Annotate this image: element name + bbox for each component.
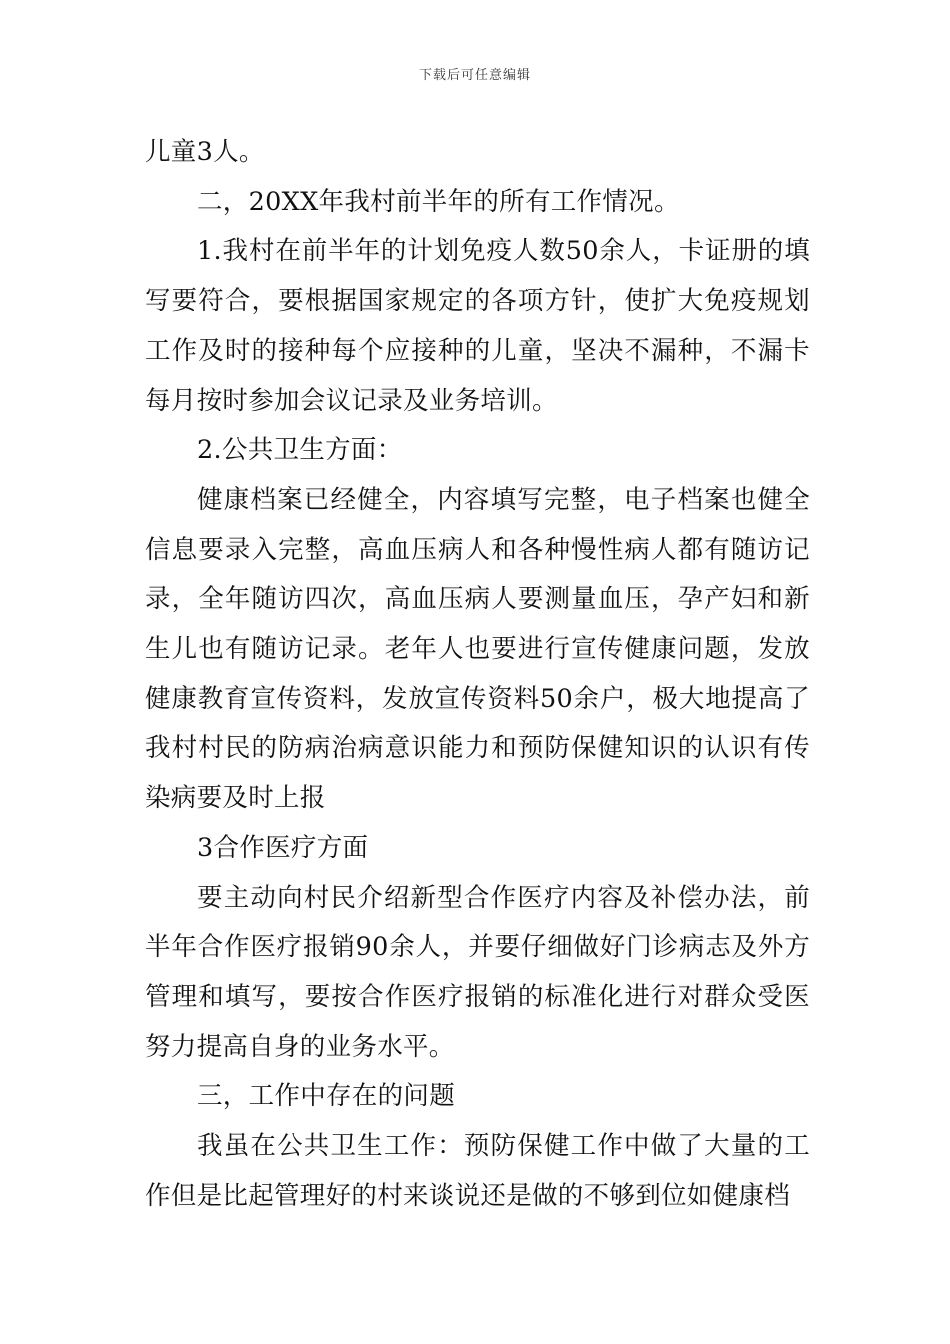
paragraph-8: 三，工作中存在的问题 [197, 1081, 456, 1112]
paragraph-1: 儿童3人。 [145, 137, 265, 167]
document-body [145, 128, 810, 1221]
paragraph-2: 二，20XX年我村前半年的所有工作情况。 [197, 186, 680, 217]
paragraph-7: 要主动向村民介绍新型合作医疗内容及补偿办法，前半年合作医疗报销90余人，并要仔细做好门诊病志及外方管理和填写，要按合作医疗报销的标准化进行对群众受医努力提高自身的业务水平。 [145, 882, 810, 1062]
paragraph-6: 3合作医疗方面 [197, 832, 369, 863]
paragraph-9: 我虽在公共卫生工作：预防保健工作中做了大量的工作但是比起管理好的村来谈说还是做的不够到位如健康档 [145, 1131, 810, 1211]
paragraph-3: 1.我村在前半年的计划免疫人数50余人，卡证册的填写要符合，要根据国家规定的各项方针，使扩大免疫规划工作及时的接种每个应接种的儿童，坚决不漏种，不漏卡每月按时参加会议记录及业务培训。 [145, 236, 810, 416]
page-header: 下载后可任意编辑 [418, 68, 531, 83]
paragraph-4: 2.公共卫生方面： [197, 435, 403, 466]
paragraph-5: 健康档案已经健全，内容填写完整，电子档案也健全信息要录入完整，高血压病人和各种慢性病人都有随访记录，全年随访四次，高血压病人要测量血压，孕产妇和新生儿也有随访记录。老年人也要进行宣传健康问题，发放健康教育宣传资料，发放宣传资料50余户，极大地提高了我村村民的防病治病意识能力和预防保健知识的认识有传染病要及时上报 [145, 484, 810, 814]
